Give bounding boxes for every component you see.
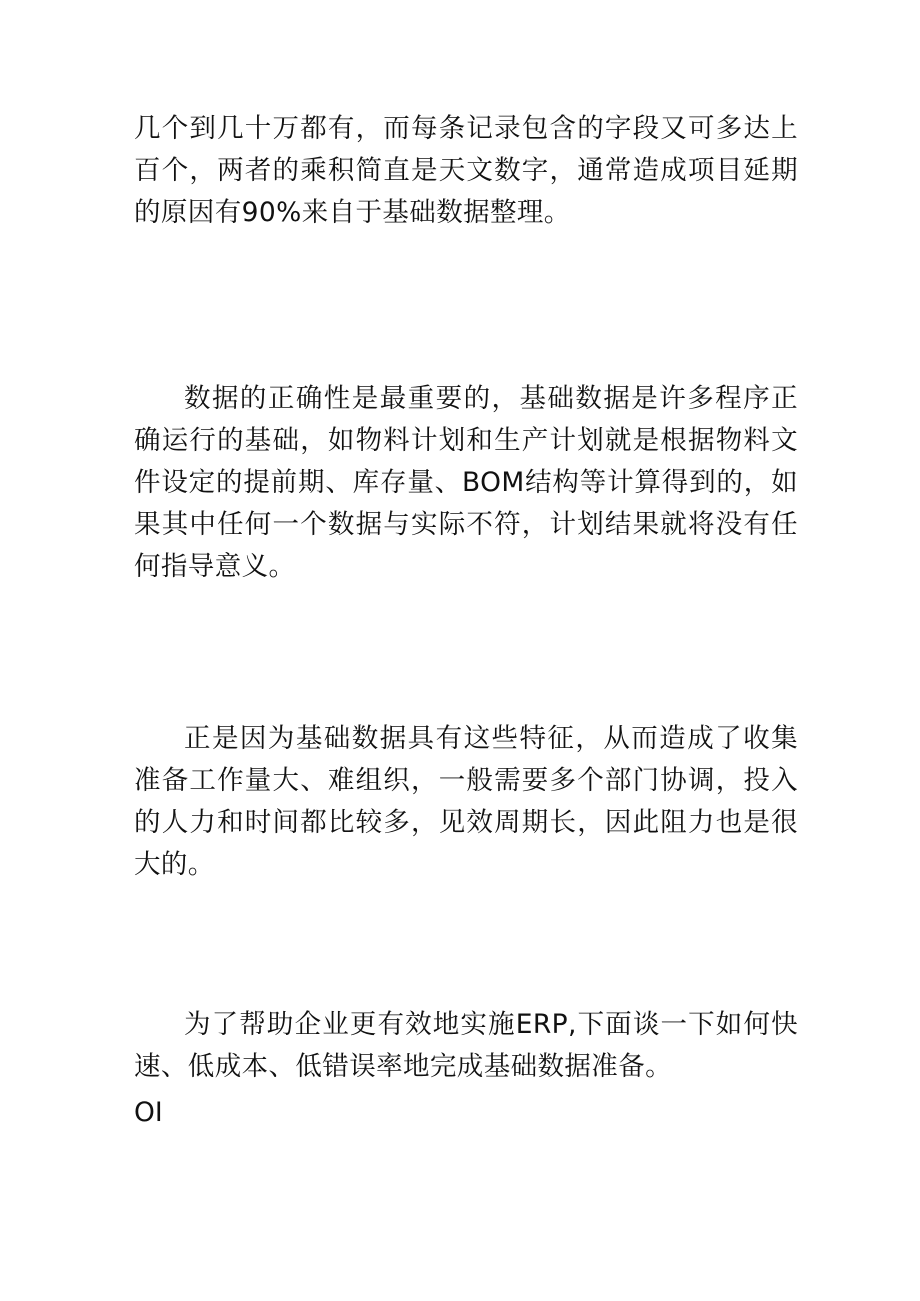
paragraph-3: 正是因为基础数据具有这些特征，从而造成了收集准备工作量大、难组织，一般需要多个部门协调，投入的人力和时间都比较多，见效周期长，因此阻力也是很大的。 (134, 723, 798, 880)
trailing-fragment: OI (134, 1097, 163, 1128)
paragraph-1: 几个到几十万都有，而每条记录包含的字段又可多达上百个，两者的乘积简直是天文数字，通常造成项目延期的原因有90%来自于基础数据整理。 (134, 113, 798, 228)
paragraph-2: 数据的正确性是最重要的，基础数据是许多程序正确运行的基础，如物料计划和生产计划就是根据物料文件设定的提前期、库存量、BOM结构等计算得到的，如果其中任何一个数据与实际不符，计划结果就将没有任何指导意义。 (134, 383, 798, 582)
paragraph-4: 为了帮助企业更有效地实施ERP,下面谈一下如何快速、低成本、低错误率地完成基础数据准备。 (134, 1009, 798, 1082)
